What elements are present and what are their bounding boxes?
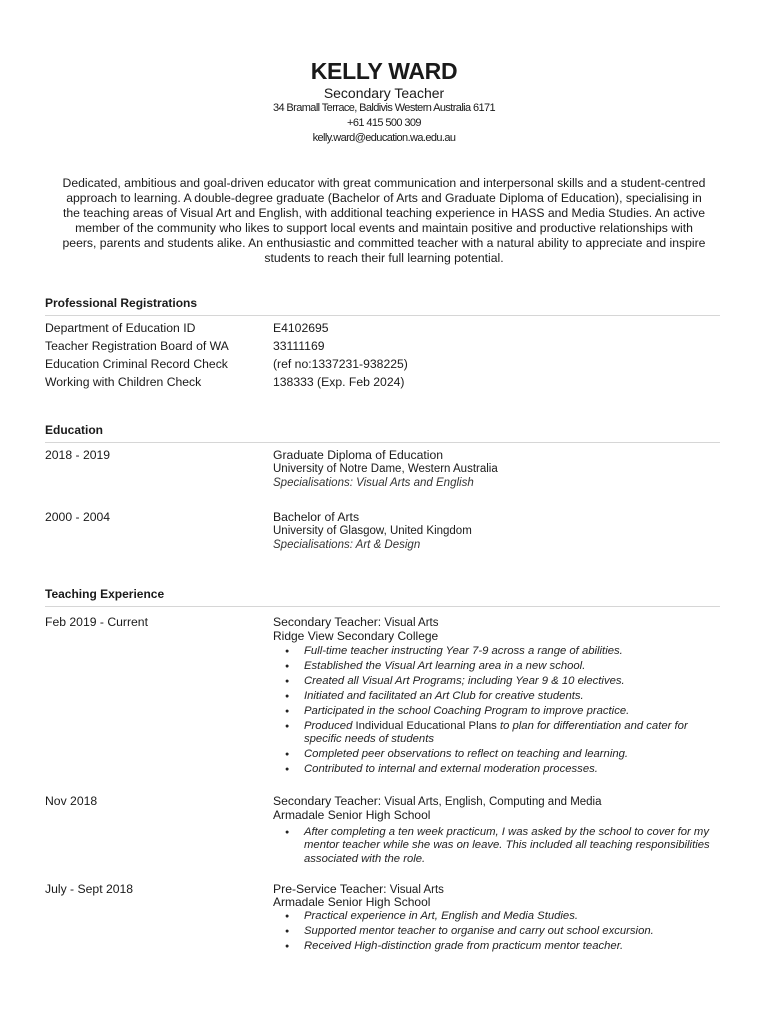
registration-label: Teacher Registration Board of WA [45, 339, 229, 353]
job-title [273, 794, 602, 808]
section-heading-registrations: Professional Registrations [45, 296, 198, 310]
registration-label: Education Criminal Record Check [45, 357, 228, 371]
candidate-role: Secondary Teacher [323, 85, 445, 101]
list-item: ● Participated in the school Coaching Program to improve practice. [273, 705, 713, 718]
education-dates: 2000 - 2004 [45, 510, 111, 524]
job-subject-area: Visual Arts [386, 884, 444, 896]
list-item [273, 720, 713, 747]
job-school: Ridge View Secondary College [273, 629, 439, 643]
section-heading-experience: Teaching Experience [45, 587, 165, 601]
job-school: Armadale Senior High School [273, 808, 431, 822]
list-item: ● Contributed to internal and external moderation processes. [273, 763, 713, 776]
registration-label: Working with Children Check [45, 375, 202, 389]
education-institution: University of Glasgow, United Kingdom [273, 525, 472, 537]
education-specialisations: Specialisations: Visual Arts and English [273, 477, 474, 489]
job-position: Secondary Teacher: [273, 615, 382, 629]
job-duties-list [273, 826, 713, 868]
list-item-text: Produced [304, 719, 356, 732]
profile-summary: Dedicated, ambitious and goal-driven educator with great communication and interpersonal skills and a student-centred approach to learning. A double-degree graduate (Bachelor of Arts and Graduate Diploma of Education), specialising in the teaching areas of Visual Art and English, with additional teaching experience in HASS and Media Studies. An active member of the community who likes to support local events and maintain positive and productive relationships with peers, parents and students alike. An enthusiastic and committed teacher with a natural ability to appreciate and inspire students to reach their full learning potential. [62, 176, 706, 265]
education-dates: 2018 - 2019 [45, 448, 111, 462]
list-item: ● After completing a ten week practicum, I was asked by the school to cover for my mentor teacher while she was on leave. This included all teaching responsibilities associated with the role. [273, 826, 713, 866]
job-position: Pre-Service Teacher: [273, 882, 387, 896]
section-divider [45, 315, 720, 316]
registration-value: 33111169 [273, 339, 325, 353]
contact-address: 34 Bramall Terrace, Baldivis Western Australia 6171 [272, 102, 496, 114]
education-qualification: Bachelor of Arts [273, 510, 360, 524]
list-item-text: to plan for differentiation and cater for specific needs of students [304, 719, 688, 746]
list-item: ● Completed peer observations to reflect on teaching and learning. [273, 748, 713, 761]
list-item-emphasis: Individual Educational Plans [355, 719, 497, 732]
list-item: ● Practical experience in Art, English and Media Studies. [273, 910, 713, 923]
contact-email[interactable]: kelly.ward@education.wa.edu.au [312, 132, 456, 144]
education-qualification: Graduate Diploma of Education [273, 448, 444, 462]
education-specialisations: Specialisations: Art & Design [273, 539, 421, 551]
job-duties-list [273, 645, 713, 778]
list-item: ● Received High-distinction grade from practicum mentor teacher. [273, 940, 713, 953]
list-item: ● Supported mentor teacher to organise and carry out school excursion. [273, 925, 713, 938]
list-item: ● Created all Visual Art Programs; including Year 9 & 10 electives. [273, 675, 713, 688]
registration-value: (ref no:1337231-938225) [273, 357, 408, 371]
job-subject-area: Visual Arts [381, 617, 439, 629]
registration-value: 138333 (Exp. Feb 2024) [273, 375, 405, 389]
section-heading-education: Education [45, 423, 104, 437]
job-subject-area: Visual Arts, English, Computing and Media [381, 796, 602, 808]
contact-phone: +61 415 500 309 [347, 117, 421, 129]
job-title [273, 615, 439, 629]
education-institution: University of Notre Dame, Western Australia [273, 463, 498, 475]
job-dates: Feb 2019 - Current [45, 615, 148, 629]
list-item: ● Initiated and facilitated an Art Club for creative students. [273, 690, 713, 703]
registration-value: E4102695 [273, 321, 329, 335]
job-dates: Nov 2018 [45, 794, 98, 808]
candidate-name: KELLY WARD [310, 58, 458, 84]
job-dates: July - Sept 2018 [45, 882, 134, 896]
job-title [273, 882, 444, 896]
section-divider [45, 442, 720, 443]
list-item: ● Established the Visual Art learning area in a new school. [273, 660, 713, 673]
section-divider [45, 606, 720, 607]
job-school: Armadale Senior High School [273, 895, 431, 909]
list-item: ● Full-time teacher instructing Year 7-9 across a range of abilities. [273, 645, 713, 658]
job-duties-list [273, 910, 713, 955]
job-position: Secondary Teacher: [273, 794, 382, 808]
registration-label: Department of Education ID [45, 321, 196, 335]
